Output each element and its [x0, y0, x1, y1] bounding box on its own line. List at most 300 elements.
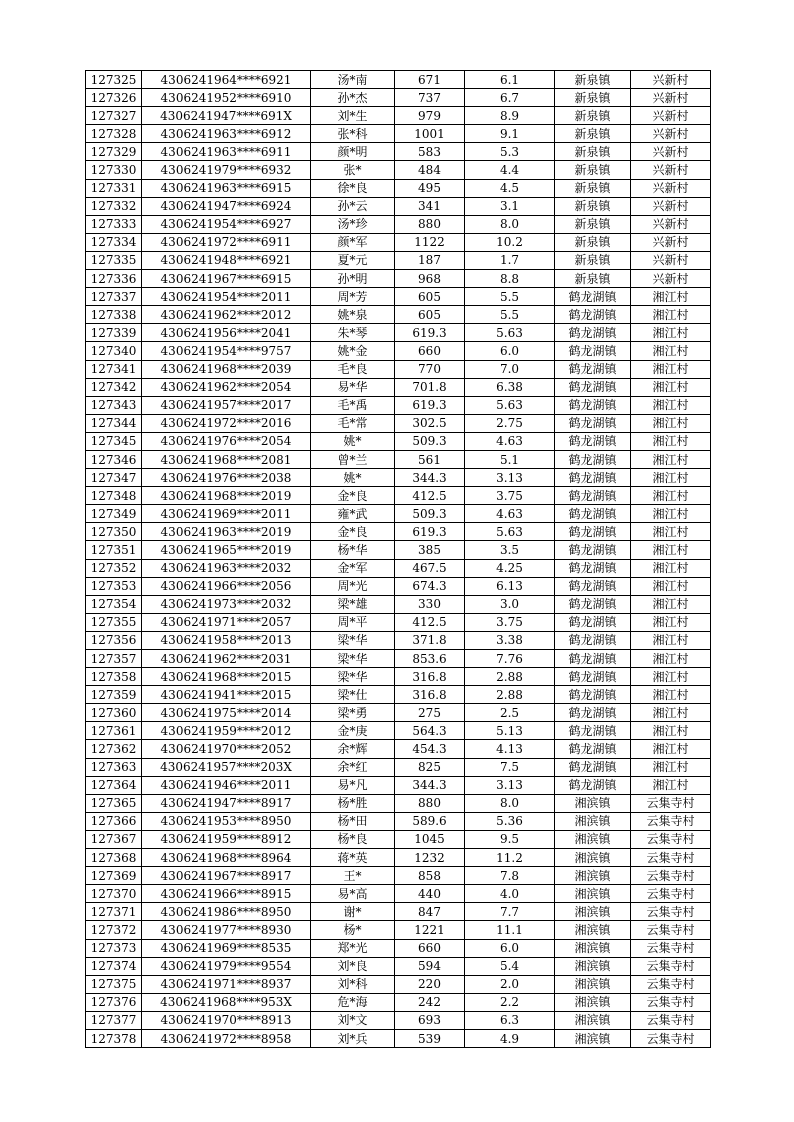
cell-town: 新泉镇 — [555, 71, 631, 89]
cell-town: 新泉镇 — [555, 179, 631, 197]
cell-town: 新泉镇 — [555, 215, 631, 233]
cell-village: 湘江村 — [631, 306, 711, 324]
cell-id-number: 4306241959****2012 — [142, 722, 311, 740]
cell-id-number: 4306241963****2019 — [142, 523, 311, 541]
cell-village: 湘江村 — [631, 450, 711, 468]
cell-town: 鹤龙湖镇 — [555, 487, 631, 505]
cell-town: 鹤龙湖镇 — [555, 432, 631, 450]
cell-serial-number: 127349 — [86, 505, 142, 523]
cell-serial-number: 127326 — [86, 89, 142, 107]
cell-town: 鹤龙湖镇 — [555, 758, 631, 776]
cell-area: 5.1 — [465, 450, 555, 468]
cell-id-number: 4306241948****6921 — [142, 251, 311, 269]
cell-town: 鹤龙湖镇 — [555, 595, 631, 613]
cell-amount: 371.8 — [395, 631, 465, 649]
cell-village: 湘江村 — [631, 396, 711, 414]
cell-village: 兴新村 — [631, 125, 711, 143]
cell-area: 2.88 — [465, 686, 555, 704]
cell-serial-number: 127362 — [86, 740, 142, 758]
table-row — [86, 143, 711, 161]
cell-serial-number: 127335 — [86, 251, 142, 269]
cell-person-name: 谢* — [311, 903, 395, 921]
cell-area: 6.38 — [465, 378, 555, 396]
cell-village: 云集寺村 — [631, 903, 711, 921]
cell-town: 鹤龙湖镇 — [555, 414, 631, 432]
cell-village: 云集寺村 — [631, 794, 711, 812]
table-row — [86, 613, 711, 631]
cell-village: 兴新村 — [631, 270, 711, 288]
cell-area: 5.5 — [465, 288, 555, 306]
cell-id-number: 4306241968****2081 — [142, 450, 311, 468]
cell-amount: 330 — [395, 595, 465, 613]
table-row — [86, 450, 711, 468]
cell-village: 兴新村 — [631, 233, 711, 251]
table-row — [86, 686, 711, 704]
cell-person-name: 姚* — [311, 469, 395, 487]
table-row — [86, 1011, 711, 1029]
cell-village: 兴新村 — [631, 89, 711, 107]
cell-town: 湘滨镇 — [555, 1029, 631, 1047]
cell-village: 云集寺村 — [631, 867, 711, 885]
cell-person-name: 金*军 — [311, 559, 395, 577]
cell-serial-number: 127352 — [86, 559, 142, 577]
cell-id-number: 4306241976****2054 — [142, 432, 311, 450]
cell-town: 鹤龙湖镇 — [555, 722, 631, 740]
cell-person-name: 梁*华 — [311, 650, 395, 668]
cell-amount: 589.6 — [395, 812, 465, 830]
cell-id-number: 4306241971****2057 — [142, 613, 311, 631]
cell-amount: 1221 — [395, 921, 465, 939]
cell-town: 湘滨镇 — [555, 794, 631, 812]
cell-amount: 341 — [395, 197, 465, 215]
cell-person-name: 余*红 — [311, 758, 395, 776]
cell-id-number: 4306241968****2019 — [142, 487, 311, 505]
cell-amount: 344.3 — [395, 469, 465, 487]
table-row — [86, 161, 711, 179]
cell-town: 湘滨镇 — [555, 903, 631, 921]
cell-amount: 605 — [395, 288, 465, 306]
cell-village: 云集寺村 — [631, 957, 711, 975]
cell-village: 云集寺村 — [631, 812, 711, 830]
cell-amount: 968 — [395, 270, 465, 288]
cell-amount: 853.6 — [395, 650, 465, 668]
table-row — [86, 794, 711, 812]
table-row — [86, 414, 711, 432]
cell-area: 2.88 — [465, 668, 555, 686]
cell-id-number: 4306241963****6911 — [142, 143, 311, 161]
cell-town: 鹤龙湖镇 — [555, 469, 631, 487]
cell-amount: 619.3 — [395, 523, 465, 541]
table-row — [86, 378, 711, 396]
cell-serial-number: 127336 — [86, 270, 142, 288]
cell-id-number: 4306241954****6927 — [142, 215, 311, 233]
cell-id-number: 4306241968****953X — [142, 993, 311, 1011]
cell-serial-number: 127351 — [86, 541, 142, 559]
table-row — [86, 631, 711, 649]
cell-town: 鹤龙湖镇 — [555, 613, 631, 631]
cell-id-number: 4306241969****2011 — [142, 505, 311, 523]
cell-person-name: 雍*武 — [311, 505, 395, 523]
cell-village: 湘江村 — [631, 758, 711, 776]
cell-id-number: 4306241963****2032 — [142, 559, 311, 577]
table-row — [86, 541, 711, 559]
table-row — [86, 559, 711, 577]
cell-person-name: 姚*泉 — [311, 306, 395, 324]
cell-amount: 316.8 — [395, 686, 465, 704]
cell-serial-number: 127374 — [86, 957, 142, 975]
cell-serial-number: 127332 — [86, 197, 142, 215]
cell-village: 湘江村 — [631, 704, 711, 722]
cell-serial-number: 127350 — [86, 523, 142, 541]
table-row — [86, 197, 711, 215]
cell-serial-number: 127357 — [86, 650, 142, 668]
cell-amount: 412.5 — [395, 613, 465, 631]
cell-person-name: 徐*良 — [311, 179, 395, 197]
cell-id-number: 4306241952****6910 — [142, 89, 311, 107]
table-row — [86, 776, 711, 794]
cell-area: 5.3 — [465, 143, 555, 161]
cell-person-name: 张* — [311, 161, 395, 179]
cell-id-number: 4306241957****2017 — [142, 396, 311, 414]
cell-serial-number: 127328 — [86, 125, 142, 143]
cell-serial-number: 127372 — [86, 921, 142, 939]
cell-person-name: 王* — [311, 867, 395, 885]
table-row — [86, 704, 711, 722]
cell-amount: 509.3 — [395, 432, 465, 450]
cell-serial-number: 127365 — [86, 794, 142, 812]
table-row — [86, 306, 711, 324]
cell-town: 鹤龙湖镇 — [555, 378, 631, 396]
cell-amount: 671 — [395, 71, 465, 89]
cell-person-name: 梁*仕 — [311, 686, 395, 704]
cell-serial-number: 127353 — [86, 577, 142, 595]
cell-serial-number: 127359 — [86, 686, 142, 704]
cell-amount: 220 — [395, 975, 465, 993]
table-row — [86, 324, 711, 342]
cell-town: 鹤龙湖镇 — [555, 324, 631, 342]
table-row — [86, 233, 711, 251]
cell-amount: 619.3 — [395, 396, 465, 414]
cell-serial-number: 127378 — [86, 1029, 142, 1047]
cell-person-name: 曾*兰 — [311, 450, 395, 468]
cell-village: 湘江村 — [631, 631, 711, 649]
cell-village: 兴新村 — [631, 215, 711, 233]
cell-id-number: 4306241967****8917 — [142, 867, 311, 885]
table-row — [86, 595, 711, 613]
cell-serial-number: 127376 — [86, 993, 142, 1011]
cell-village: 云集寺村 — [631, 885, 711, 903]
cell-id-number: 4306241958****2013 — [142, 631, 311, 649]
cell-serial-number: 127333 — [86, 215, 142, 233]
cell-village: 湘江村 — [631, 360, 711, 378]
cell-person-name: 梁*华 — [311, 631, 395, 649]
cell-id-number: 4306241954****2011 — [142, 288, 311, 306]
cell-person-name: 颜*军 — [311, 233, 395, 251]
cell-person-name: 金*庚 — [311, 722, 395, 740]
cell-village: 湘江村 — [631, 559, 711, 577]
cell-village: 湘江村 — [631, 324, 711, 342]
cell-town: 新泉镇 — [555, 197, 631, 215]
cell-id-number: 4306241941****2015 — [142, 686, 311, 704]
cell-person-name: 杨*胜 — [311, 794, 395, 812]
cell-town: 湘滨镇 — [555, 812, 631, 830]
cell-area: 7.76 — [465, 650, 555, 668]
cell-town: 湘滨镇 — [555, 993, 631, 1011]
cell-area: 3.13 — [465, 776, 555, 794]
cell-area: 5.5 — [465, 306, 555, 324]
cell-town: 鹤龙湖镇 — [555, 523, 631, 541]
cell-amount: 701.8 — [395, 378, 465, 396]
cell-village: 湘江村 — [631, 342, 711, 360]
cell-id-number: 4306241953****8950 — [142, 812, 311, 830]
cell-village: 湘江村 — [631, 740, 711, 758]
cell-town: 湘滨镇 — [555, 830, 631, 848]
cell-person-name: 梁*勇 — [311, 704, 395, 722]
cell-serial-number: 127334 — [86, 233, 142, 251]
cell-serial-number: 127329 — [86, 143, 142, 161]
cell-amount: 1232 — [395, 849, 465, 867]
cell-area: 2.0 — [465, 975, 555, 993]
cell-town: 湘滨镇 — [555, 849, 631, 867]
cell-town: 新泉镇 — [555, 161, 631, 179]
cell-area: 3.0 — [465, 595, 555, 613]
cell-person-name: 毛*常 — [311, 414, 395, 432]
cell-id-number: 4306241967****6915 — [142, 270, 311, 288]
cell-area: 5.13 — [465, 722, 555, 740]
cell-serial-number: 127341 — [86, 360, 142, 378]
cell-person-name: 金*良 — [311, 523, 395, 541]
cell-serial-number: 127364 — [86, 776, 142, 794]
cell-amount: 302.5 — [395, 414, 465, 432]
cell-area: 4.13 — [465, 740, 555, 758]
cell-town: 鹤龙湖镇 — [555, 360, 631, 378]
cell-serial-number: 127339 — [86, 324, 142, 342]
cell-area: 11.1 — [465, 921, 555, 939]
cell-village: 湘江村 — [631, 776, 711, 794]
cell-person-name: 姚*金 — [311, 342, 395, 360]
cell-town: 鹤龙湖镇 — [555, 559, 631, 577]
cell-serial-number: 127366 — [86, 812, 142, 830]
cell-id-number: 4306241947****8917 — [142, 794, 311, 812]
cell-person-name: 易*高 — [311, 885, 395, 903]
cell-id-number: 4306241977****8930 — [142, 921, 311, 939]
cell-amount: 495 — [395, 179, 465, 197]
table-row — [86, 288, 711, 306]
cell-town: 湘滨镇 — [555, 921, 631, 939]
cell-area: 6.7 — [465, 89, 555, 107]
cell-amount: 660 — [395, 342, 465, 360]
table-row — [86, 523, 711, 541]
cell-village: 云集寺村 — [631, 975, 711, 993]
cell-id-number: 4306241946****2011 — [142, 776, 311, 794]
cell-village: 云集寺村 — [631, 921, 711, 939]
table-row — [86, 487, 711, 505]
cell-area: 3.38 — [465, 631, 555, 649]
cell-id-number: 4306241962****2054 — [142, 378, 311, 396]
cell-id-number: 4306241963****6912 — [142, 125, 311, 143]
cell-area: 5.63 — [465, 396, 555, 414]
table-row — [86, 885, 711, 903]
cell-amount: 770 — [395, 360, 465, 378]
cell-serial-number: 127367 — [86, 830, 142, 848]
cell-serial-number: 127345 — [86, 432, 142, 450]
cell-amount: 594 — [395, 957, 465, 975]
cell-id-number: 4306241947****6924 — [142, 197, 311, 215]
cell-town: 新泉镇 — [555, 251, 631, 269]
cell-amount: 275 — [395, 704, 465, 722]
cell-area: 4.5 — [465, 179, 555, 197]
cell-serial-number: 127368 — [86, 849, 142, 867]
cell-amount: 561 — [395, 450, 465, 468]
table-row — [86, 993, 711, 1011]
cell-area: 8.8 — [465, 270, 555, 288]
cell-amount: 539 — [395, 1029, 465, 1047]
cell-serial-number: 127369 — [86, 867, 142, 885]
cell-amount: 847 — [395, 903, 465, 921]
cell-amount: 619.3 — [395, 324, 465, 342]
cell-serial-number: 127348 — [86, 487, 142, 505]
table-row — [86, 107, 711, 125]
cell-town: 新泉镇 — [555, 233, 631, 251]
cell-town: 鹤龙湖镇 — [555, 505, 631, 523]
cell-amount: 484 — [395, 161, 465, 179]
table-row — [86, 342, 711, 360]
cell-village: 湘江村 — [631, 523, 711, 541]
cell-person-name: 蒋*英 — [311, 849, 395, 867]
cell-village: 湘江村 — [631, 577, 711, 595]
cell-serial-number: 127360 — [86, 704, 142, 722]
cell-town: 鹤龙湖镇 — [555, 288, 631, 306]
table-row — [86, 215, 711, 233]
cell-town: 湘滨镇 — [555, 1011, 631, 1029]
cell-person-name: 梁*雄 — [311, 595, 395, 613]
cell-serial-number: 127355 — [86, 613, 142, 631]
cell-serial-number: 127373 — [86, 939, 142, 957]
cell-person-name: 毛*良 — [311, 360, 395, 378]
cell-village: 兴新村 — [631, 107, 711, 125]
cell-person-name: 颜*明 — [311, 143, 395, 161]
table-row — [86, 830, 711, 848]
table-row — [86, 505, 711, 523]
cell-amount: 412.5 — [395, 487, 465, 505]
cell-serial-number: 127337 — [86, 288, 142, 306]
table-row — [86, 1029, 711, 1047]
cell-id-number: 4306241956****2041 — [142, 324, 311, 342]
cell-amount: 385 — [395, 541, 465, 559]
cell-town: 新泉镇 — [555, 89, 631, 107]
cell-serial-number: 127356 — [86, 631, 142, 649]
cell-id-number: 4306241954****9757 — [142, 342, 311, 360]
cell-area: 10.2 — [465, 233, 555, 251]
cell-person-name: 汤*珍 — [311, 215, 395, 233]
cell-person-name: 危*海 — [311, 993, 395, 1011]
cell-amount: 187 — [395, 251, 465, 269]
cell-town: 鹤龙湖镇 — [555, 306, 631, 324]
table-row — [86, 921, 711, 939]
cell-amount: 509.3 — [395, 505, 465, 523]
cell-serial-number: 127363 — [86, 758, 142, 776]
table-row — [86, 577, 711, 595]
cell-village: 湘江村 — [631, 469, 711, 487]
cell-area: 1.7 — [465, 251, 555, 269]
cell-serial-number: 127327 — [86, 107, 142, 125]
cell-serial-number: 127346 — [86, 450, 142, 468]
cell-amount: 737 — [395, 89, 465, 107]
table-row — [86, 975, 711, 993]
cell-id-number: 4306241970****2052 — [142, 740, 311, 758]
table-row — [86, 469, 711, 487]
cell-area: 7.0 — [465, 360, 555, 378]
cell-person-name: 周*芳 — [311, 288, 395, 306]
cell-town: 鹤龙湖镇 — [555, 668, 631, 686]
cell-serial-number: 127371 — [86, 903, 142, 921]
cell-town: 新泉镇 — [555, 107, 631, 125]
table-row — [86, 270, 711, 288]
cell-serial-number: 127347 — [86, 469, 142, 487]
cell-village: 云集寺村 — [631, 1029, 711, 1047]
cell-area: 4.9 — [465, 1029, 555, 1047]
cell-person-name: 周*光 — [311, 577, 395, 595]
cell-amount: 1122 — [395, 233, 465, 251]
cell-amount: 605 — [395, 306, 465, 324]
cell-town: 新泉镇 — [555, 270, 631, 288]
cell-id-number: 4306241975****2014 — [142, 704, 311, 722]
cell-person-name: 杨*良 — [311, 830, 395, 848]
table-row — [86, 903, 711, 921]
cell-area: 3.5 — [465, 541, 555, 559]
cell-village: 云集寺村 — [631, 830, 711, 848]
cell-village: 湘江村 — [631, 288, 711, 306]
cell-id-number: 4306241973****2032 — [142, 595, 311, 613]
cell-area: 8.0 — [465, 794, 555, 812]
cell-id-number: 4306241964****6921 — [142, 71, 311, 89]
cell-village: 兴新村 — [631, 197, 711, 215]
cell-id-number: 4306241971****8937 — [142, 975, 311, 993]
table-row — [86, 125, 711, 143]
cell-person-name: 孙*杰 — [311, 89, 395, 107]
cell-amount: 693 — [395, 1011, 465, 1029]
table-row — [86, 758, 711, 776]
cell-person-name: 姚* — [311, 432, 395, 450]
cell-amount: 242 — [395, 993, 465, 1011]
cell-town: 湘滨镇 — [555, 885, 631, 903]
cell-serial-number: 127340 — [86, 342, 142, 360]
cell-area: 2.75 — [465, 414, 555, 432]
cell-person-name: 金*良 — [311, 487, 395, 505]
cell-id-number: 4306241979****6932 — [142, 161, 311, 179]
cell-serial-number: 127377 — [86, 1011, 142, 1029]
cell-town: 鹤龙湖镇 — [555, 396, 631, 414]
cell-town: 鹤龙湖镇 — [555, 650, 631, 668]
cell-id-number: 4306241947****691X — [142, 107, 311, 125]
cell-area: 9.5 — [465, 830, 555, 848]
cell-amount: 467.5 — [395, 559, 465, 577]
cell-area: 5.63 — [465, 324, 555, 342]
cell-town: 鹤龙湖镇 — [555, 686, 631, 704]
cell-serial-number: 127343 — [86, 396, 142, 414]
records-table — [85, 70, 711, 1048]
cell-area: 6.13 — [465, 577, 555, 595]
cell-person-name: 刘*良 — [311, 957, 395, 975]
cell-id-number: 4306241965****2019 — [142, 541, 311, 559]
cell-serial-number: 127361 — [86, 722, 142, 740]
cell-village: 湘江村 — [631, 378, 711, 396]
cell-amount: 316.8 — [395, 668, 465, 686]
cell-amount: 858 — [395, 867, 465, 885]
cell-area: 5.4 — [465, 957, 555, 975]
records-table-body — [86, 71, 711, 1048]
cell-town: 鹤龙湖镇 — [555, 704, 631, 722]
